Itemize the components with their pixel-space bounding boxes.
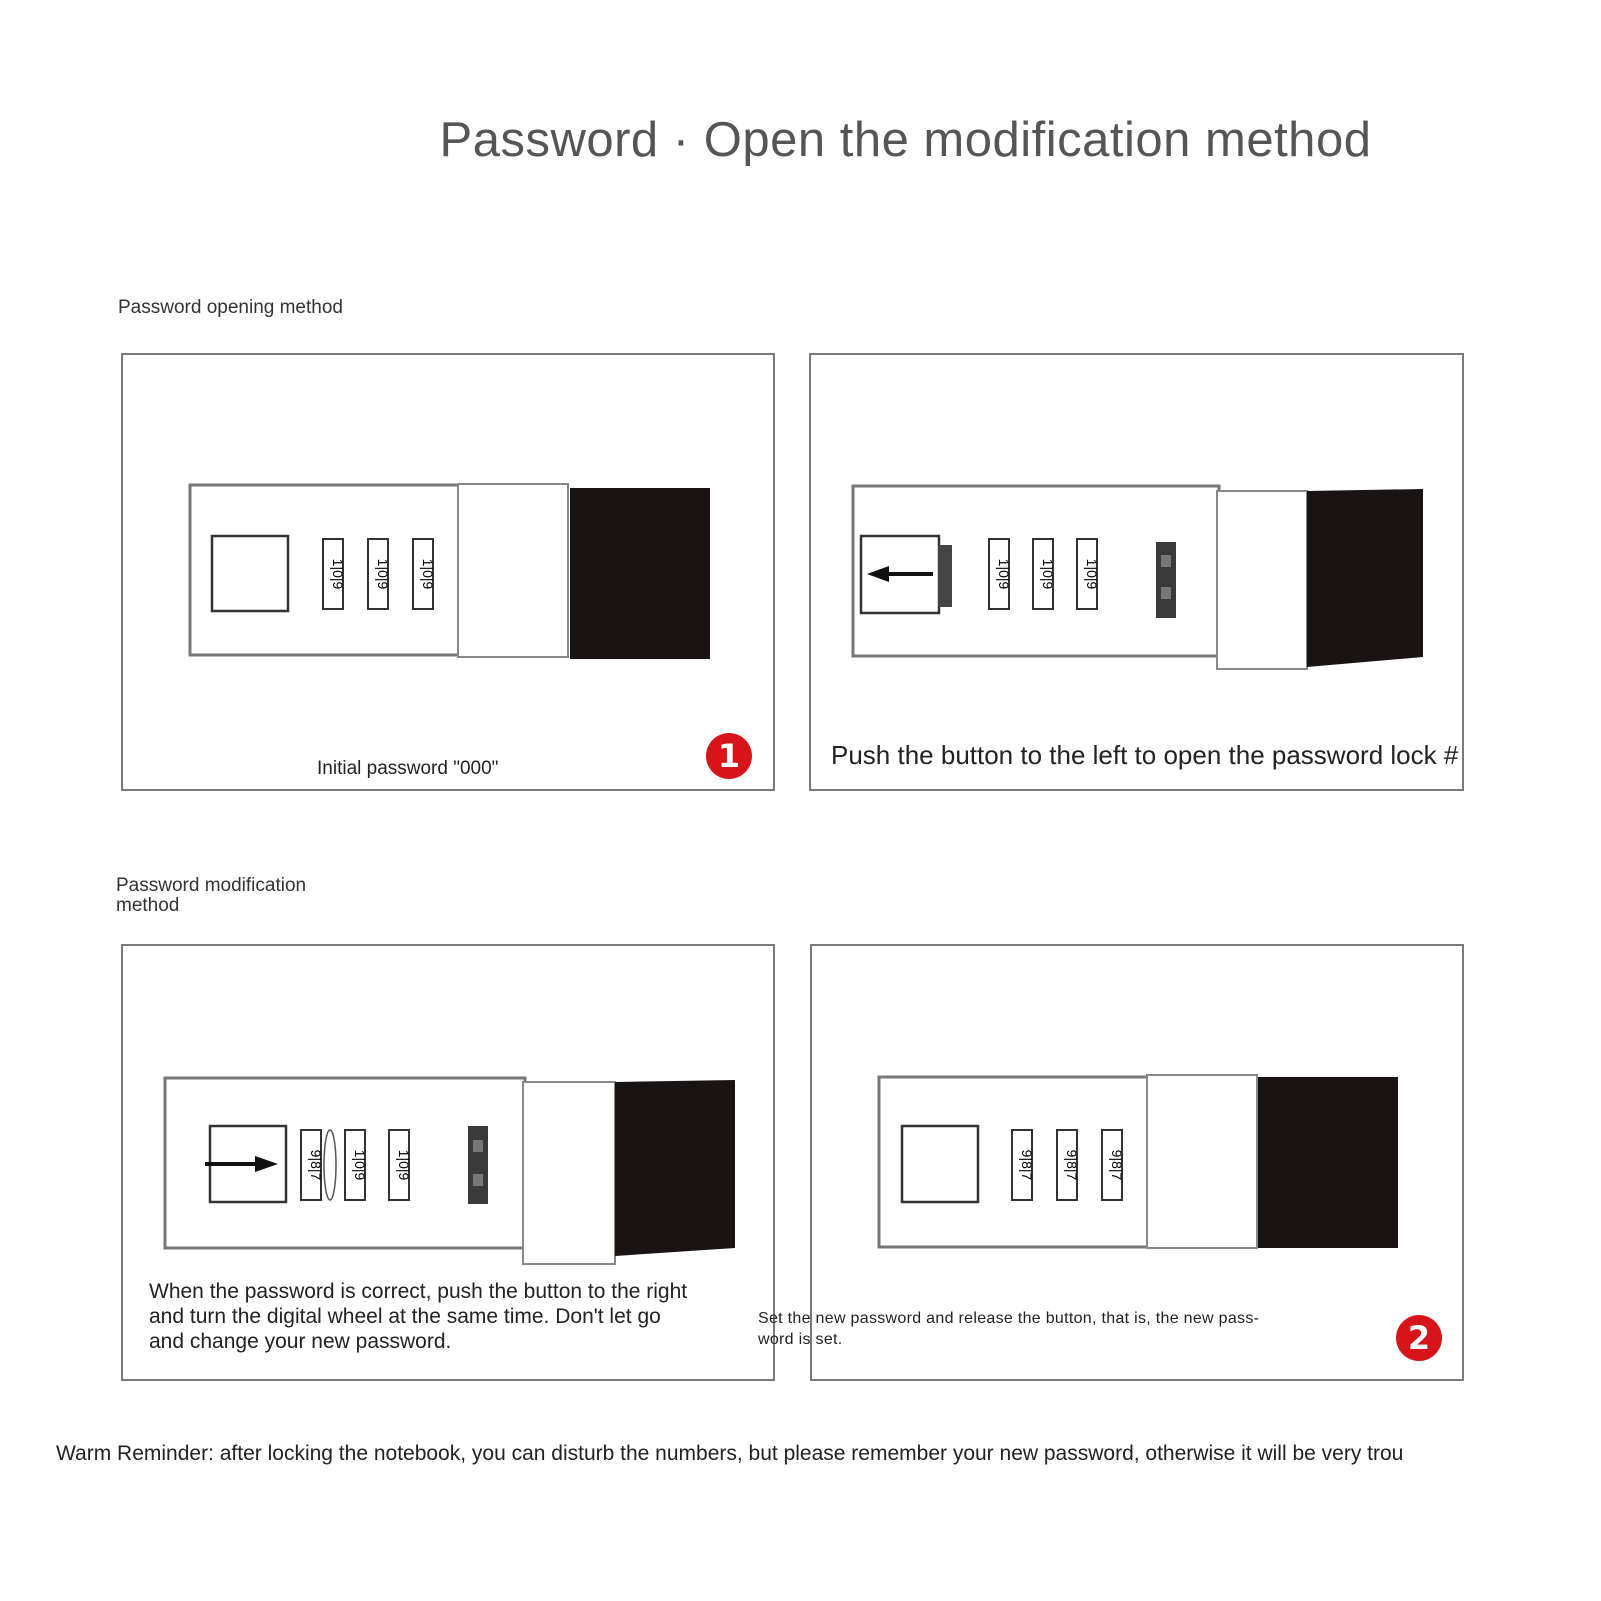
caption-line: word is set. [758,1331,843,1348]
lock-black-block [615,1080,735,1256]
button-square [902,1126,978,1202]
wheel-2-digits: 1|0|9 [1040,558,1056,590]
latch-block [468,1126,488,1204]
section-label-line2: method [116,895,180,916]
digit-wheel [413,539,436,609]
caption-line: and turn the digital wheel at the same time. Don't let go [149,1305,661,1328]
panel-push-right [121,944,775,1381]
button-square [212,536,288,611]
wheel-3-digits: 9|8|7 [1109,1149,1125,1181]
wheel-1-digits: 1|0|9 [996,558,1012,590]
digit-wheel [1033,539,1056,609]
wheel-2-digits: 1|0|9 [352,1149,368,1181]
wheel-2-digits: 9|8|7 [1064,1149,1080,1181]
caption-line: Set the new password and release the button, that is, the new pass- [758,1310,1260,1327]
panel-push-left [809,353,1464,791]
step-badge-2: 2 [1396,1315,1442,1361]
button-slider [938,545,952,607]
section-label-line1: Password modification [116,875,307,896]
lock-diagram-1 [123,355,773,789]
digit-wheel [1012,1130,1035,1200]
digit-wheel [1057,1130,1080,1200]
digit-wheel [1077,539,1100,609]
wheel-3-digits: 1|0|9 [396,1149,412,1181]
sliding-cover [458,484,568,657]
caption-push-left: Push the button to the left to open the password lock # [831,740,1459,770]
wheel-1-digits: 9|8|7 [308,1149,324,1181]
wheel-1-digits: 1|0|9 [330,558,346,590]
digit-wheel [345,1130,368,1200]
sliding-cover [1147,1075,1257,1248]
caption-line: and change your new password. [149,1330,452,1353]
wheel-3-digits: 1|0|9 [420,558,436,590]
panel-initial-password [121,353,775,791]
digit-wheel [301,1130,324,1200]
wheel-3-digits: 1|0|9 [1084,558,1100,590]
step-badge-1: 1 [706,733,752,779]
section-label-opening: Password opening method [118,297,343,318]
sliding-cover [523,1082,615,1264]
lock-diagram-2 [811,355,1462,789]
digit-wheel [389,1130,412,1200]
digit-wheel [1102,1130,1125,1200]
lock-black-block [570,488,710,659]
lock-black-block [1307,489,1423,667]
caption-set-password [758,1308,1259,1350]
digit-wheel [323,539,346,609]
digit-wheel [368,539,391,609]
digit-wheel [989,539,1012,609]
sliding-cover [1217,491,1307,669]
wheel-2-digits: 1|0|9 [375,558,391,590]
warm-reminder: Warm Reminder: after locking the notebook, you can disturb the numbers, but please remember your new password, otherwise it will be very trou [56,1442,1404,1465]
lock-black-block [1258,1077,1398,1248]
wheel-1-digits: 9|8|7 [1019,1149,1035,1181]
latch-block [1156,542,1176,618]
caption-line: When the password is correct, push the button to the right [149,1280,688,1303]
section-label-modification [116,876,306,916]
caption-initial-password: Initial password "000" [317,758,499,779]
caption-push-right [149,1279,687,1354]
page-title: Password · Open the modification method [439,113,1372,167]
